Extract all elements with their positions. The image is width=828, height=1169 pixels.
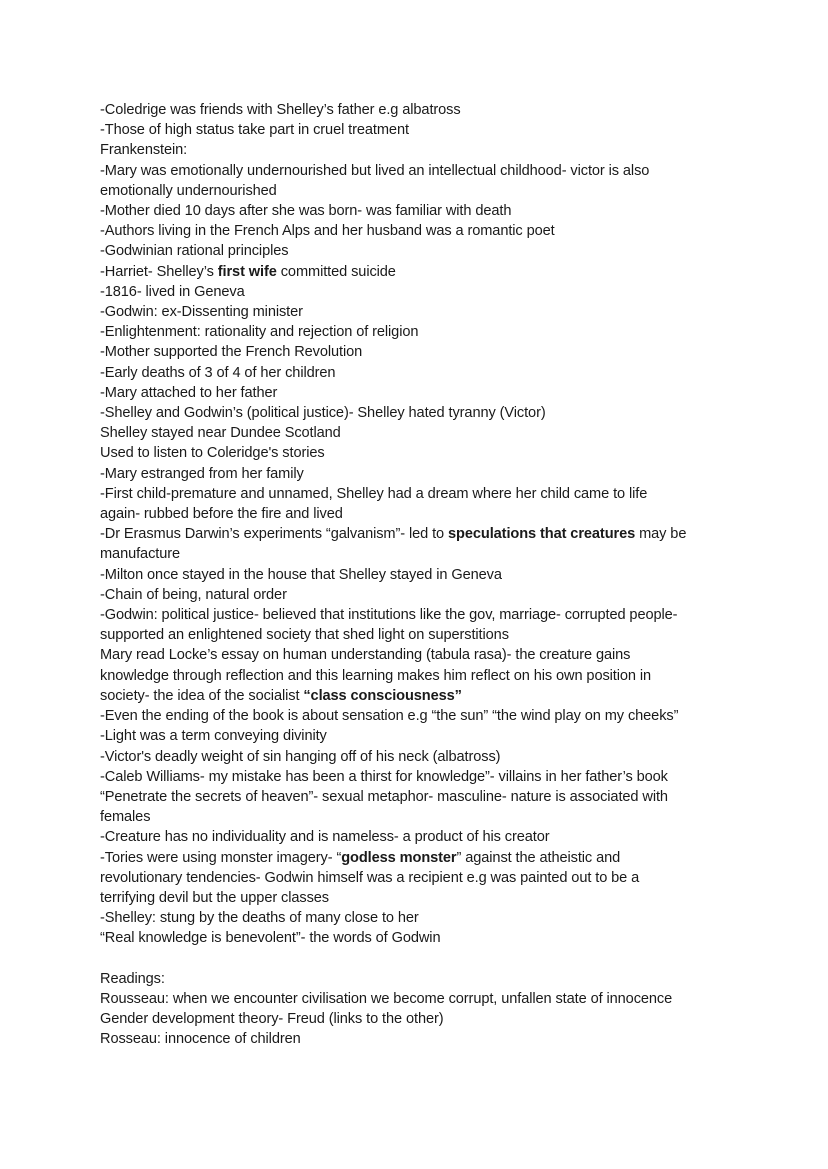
- text-line: [100, 787, 740, 807]
- text-line: [100, 262, 740, 282]
- bold-text-segment: godless monster: [341, 849, 457, 866]
- text-segment: -Godwinian rational principles: [100, 243, 289, 260]
- text-line: [100, 443, 740, 463]
- text-segment: -Mother died 10 days after she was born- was familiar with death: [100, 203, 512, 220]
- text-segment: emotionally undernourished: [100, 182, 277, 199]
- text-line: [100, 504, 740, 524]
- text-line: [100, 1009, 740, 1029]
- bold-text-segment: “class consciousness”: [303, 687, 462, 704]
- text-segment: -Even the ending of the book is about sensation e.g “the sun” “the wind play on my cheeks”: [100, 708, 679, 725]
- text-segment: -Godwin: political justice- believed that institutions like the gov, marriage- corrupted people-: [100, 607, 678, 624]
- text-segment: -Tories were using monster imagery- “: [100, 849, 342, 866]
- text-line: [100, 989, 740, 1009]
- text-line: [100, 585, 740, 605]
- text-line: [100, 383, 740, 403]
- text-segment: again- rubbed before the fire and lived: [100, 506, 343, 523]
- text-line: [100, 302, 740, 322]
- text-segment: -Shelley: stung by the deaths of many close to her: [100, 910, 419, 927]
- text-segment: may be: [635, 526, 687, 543]
- text-segment: knowledge through reflection and this learning makes him reflect on his own position in: [100, 667, 652, 684]
- text-line: [100, 827, 740, 847]
- text-line: [100, 484, 740, 504]
- text-line: [100, 949, 740, 969]
- text-segment: “Real knowledge is benevolent”- the words of Godwin: [100, 930, 441, 947]
- text-line: [100, 645, 740, 665]
- text-line: [100, 544, 740, 564]
- text-line: [100, 969, 740, 989]
- text-line: [100, 181, 740, 201]
- text-segment: society- the idea of the socialist: [100, 687, 304, 704]
- text-segment: -Chain of being, natural order: [100, 586, 287, 603]
- text-line: [100, 241, 740, 261]
- text-segment: Gender development theory- Freud (links to the other): [100, 1011, 444, 1028]
- text-segment: -Creature has no individuality and is nameless- a product of his creator: [100, 829, 550, 846]
- text-segment: -Authors living in the French Alps and her husband was a romantic poet: [100, 223, 555, 240]
- text-line: [100, 201, 740, 221]
- text-segment: -Mary estranged from her family: [100, 465, 304, 482]
- text-segment: -Early deaths of 3 of 4 of her children: [100, 364, 336, 381]
- text-segment: Rosseau: innocence of children: [100, 1031, 301, 1048]
- bold-text-segment: first wife: [217, 263, 277, 280]
- text-line: [100, 807, 740, 827]
- text-segment: Rousseau: when we encounter civilisation we become corrupt, unfallen state of innocence: [100, 990, 673, 1007]
- text-line: [100, 888, 740, 908]
- text-segment: -Light was a term conveying divinity: [100, 728, 327, 745]
- text-line: [100, 464, 740, 484]
- text-line: [100, 706, 740, 726]
- text-segment: -Victor's deadly weight of sin hanging off of his neck (albatross): [100, 748, 501, 765]
- text-line: [100, 221, 740, 241]
- text-segment: -Mary was emotionally undernourished but lived an intellectual childhood- victor is also: [100, 162, 650, 179]
- text-line: [100, 524, 740, 544]
- text-segment: -Caleb Williams- my mistake has been a thirst for knowledge”- villains in her father’s book: [100, 768, 668, 785]
- text-segment: supported an enlightened society that shed light on superstitions: [100, 627, 509, 644]
- text-line: [100, 322, 740, 342]
- text-segment: -Harriet- Shelley’s: [100, 263, 218, 280]
- text-line: [100, 403, 740, 423]
- text-segment: Mary read Locke’s essay on human understanding (tabula rasa)- the creature gains: [100, 647, 631, 664]
- text-segment: Shelley stayed near Dundee Scotland: [100, 425, 341, 442]
- text-segment: -Godwin: ex-Dissenting minister: [100, 304, 303, 321]
- text-segment: “Penetrate the secrets of heaven”- sexual metaphor- masculine- nature is associated with: [100, 788, 668, 805]
- text-line: [100, 605, 740, 625]
- text-segment: Readings:: [100, 970, 165, 987]
- text-line: [100, 747, 740, 767]
- text-segment: -Mary attached to her father: [100, 384, 278, 401]
- text-line: [100, 120, 740, 140]
- text-segment: revolutionary tendencies- Godwin himself was a recipient e.g was painted out to be a: [100, 869, 640, 886]
- text-segment: -Shelley and Godwin’s (political justice)- Shelley hated tyranny (Victor): [100, 405, 546, 422]
- text-line: [100, 100, 740, 120]
- text-segment: terrifying devil but the upper classes: [100, 889, 330, 906]
- text-segment: -1816- lived in Geneva: [100, 283, 245, 300]
- text-line: [100, 928, 740, 948]
- text-line: [100, 282, 740, 302]
- text-segment: ” against the atheistic and: [456, 849, 621, 866]
- text-line: [100, 363, 740, 383]
- text-segment: -Milton once stayed in the house that Shelley stayed in Geneva: [100, 566, 502, 583]
- text-line: [100, 686, 740, 706]
- text-segment: -Those of high status take part in cruel treatment: [100, 122, 409, 139]
- text-line: [100, 848, 740, 868]
- text-segment: Used to listen to Coleridge's stories: [100, 445, 325, 462]
- text-line: [100, 868, 740, 888]
- text-segment: manufacture: [100, 546, 181, 563]
- text-line: [100, 625, 740, 645]
- text-segment: -Coledrige was friends with Shelley’s father e.g albatross: [100, 102, 461, 118]
- text-segment: females: [100, 809, 151, 826]
- text-segment: -First child-premature and unnamed, Shelley had a dream where her child came to life: [100, 485, 648, 502]
- text-line: [100, 161, 740, 181]
- text-line: [100, 565, 740, 585]
- text-segment: committed suicide: [276, 263, 396, 280]
- text-line: [100, 767, 740, 787]
- text-segment: -Dr Erasmus Darwin’s experiments “galvanism”- led to: [100, 526, 449, 543]
- text-line: [100, 342, 740, 362]
- text-line: [100, 1029, 740, 1049]
- text-line: [100, 726, 740, 746]
- text-segment: -Enlightenment: rationality and rejection of religion: [100, 324, 419, 341]
- text-line: [100, 666, 740, 686]
- text-segment: -Mother supported the French Revolution: [100, 344, 363, 361]
- document-page: [100, 100, 740, 1050]
- text-line: [100, 140, 740, 160]
- text-line: [100, 908, 740, 928]
- text-segment: Frankenstein:: [100, 142, 188, 159]
- bold-text-segment: speculations that creatures: [448, 526, 636, 543]
- text-line: [100, 423, 740, 443]
